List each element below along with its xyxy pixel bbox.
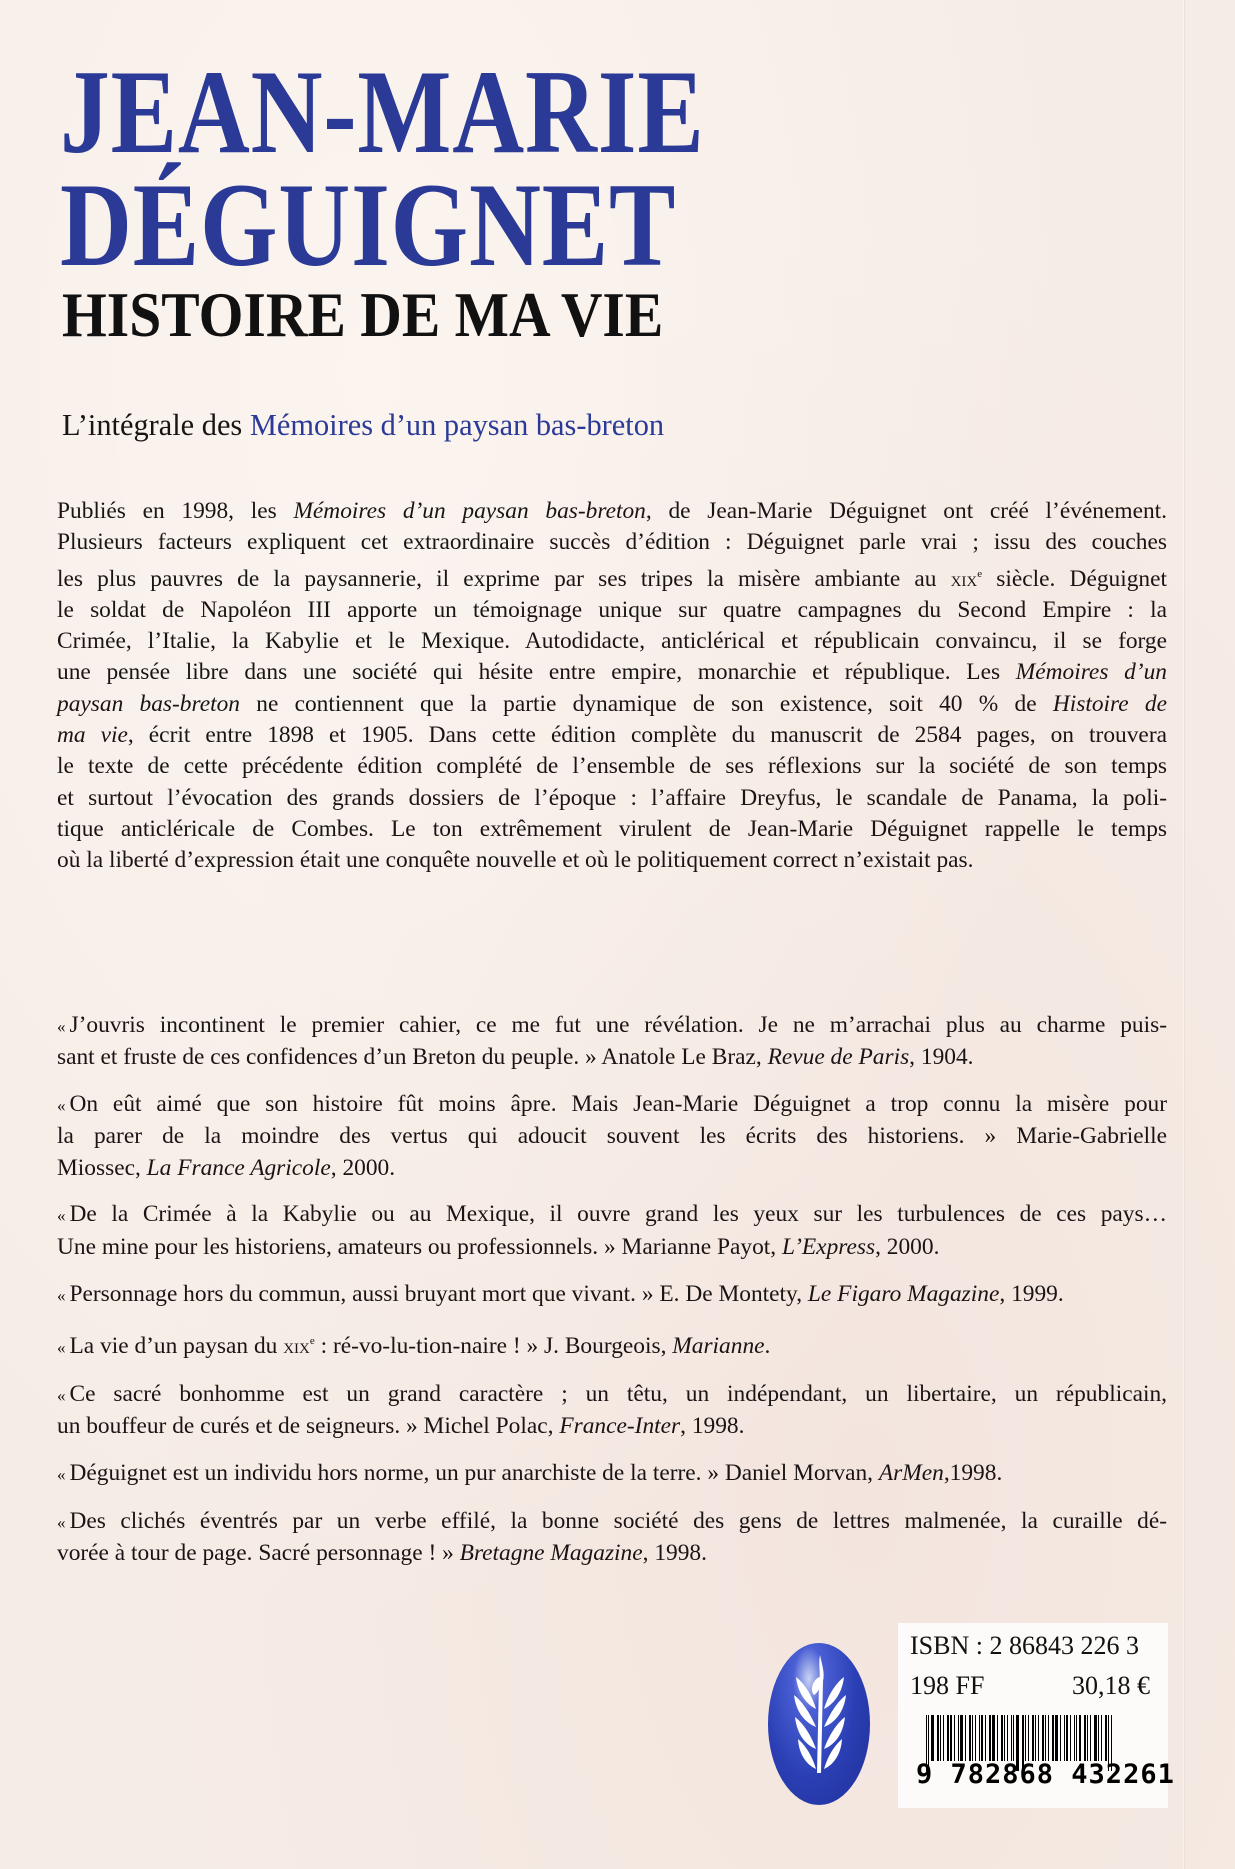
open-quote-mark: « [57,1386,66,1406]
quote-line: sant et fruste de ces confidences d’un Breton du peuple. » Anatole Le Braz, Revue de Paris, 1904. [57,1044,974,1071]
barcode-digits: 9 782868 432261 [916,1759,1175,1790]
barcode-bar [1060,1715,1061,1761]
isbn-number: ISBN : 2 86843 226 3 [910,1631,1139,1660]
blurb-line: les plus pauvres de la paysannerie, il exprime par ses tripes la misère ambiante au xix$^e$ siècle. Déguignet [57,565,1167,592]
barcode-bar [1101,1715,1102,1761]
barcode-bar [947,1715,949,1761]
barcode-bar [1084,1715,1086,1761]
subtitle-highlight: Mémoires d’un paysan bas-breton [249,407,665,442]
barcode-bar [943,1715,944,1761]
quote-line: la parer de la moindre des vertus qui adoucit souvent les écrits des historiens. » Marie-Gabrielle [57,1123,1167,1150]
italic-title: Mémoires d’un paysan bas-breton [293,498,646,524]
barcode-bar [1011,1715,1012,1761]
subtitle-prefix: L’intégrale des [62,407,250,442]
italic-title: ArMen [878,1460,944,1487]
quote-line: vorée à tour de page. Sacré personnage ! » Bretagne Magazine, 1998. [57,1540,707,1567]
publisher-logo [768,1643,870,1805]
barcode-bar [950,1715,952,1761]
blurb-line: ma vie, écrit entre 1898 et 1905. Dans cette édition complète du manuscrit de 2584 pages, on trouvera [57,722,1167,749]
small-caps-text: xix [283,1333,310,1359]
wheat-ear-icon [768,1643,870,1805]
barcode-bar [1074,1715,1075,1761]
press-quote [57,1279,1167,1311]
barcode-bar [937,1715,939,1761]
barcode-bar [969,1715,971,1761]
open-quote-mark: « [57,1017,66,1036]
quote-line: un bouffeur de curés et de seigneurs. » Michel Polac, France-Inter, 1998. [57,1413,745,1440]
book-title: HISTOIRE DE MA VIE [62,279,664,350]
price-euros: 30,18 € [1072,1671,1150,1700]
barcode-bar [1076,1715,1077,1761]
barcode-bar [1001,1715,1003,1761]
barcode-bar [1055,1715,1058,1761]
italic-title: Bretagne Magazine [459,1540,643,1567]
barcode-bar [958,1715,959,1761]
italic-title: Revue de Paris [767,1044,910,1071]
blurb-line: paysan bas-breton ne contiennent que la partie dynamique de son existence, soit 40 % de Histoire de [57,690,1167,717]
barcode-bar [979,1715,980,1761]
barcode-bar [992,1715,995,1761]
barcode-bar [1094,1715,1097,1761]
italic-title: Histoire de [1052,690,1167,717]
italic-title: paysan bas-breton [57,690,241,717]
open-quote-mark: « [57,1338,66,1358]
blurb-line: et surtout l’évocation des grands dossiers de l’époque : l’affaire Dreyfus, le scandale de Panama, la poli- [57,784,1167,811]
blurb-line: Crimée, l’Italie, la Kabylie et le Mexique. Autodidacte, anticlérical et républicain convaincu, il se forge [57,628,1167,655]
open-quote-mark: « [57,1285,66,1305]
italic-title: Mémoires d’un [1015,659,1167,686]
quote-line: « Personnage hors du commun, aussi bruyant mort que vivant. » E. De Montety, Le Figaro Magazine, 1999. [57,1280,1064,1307]
barcode-bar [1105,1715,1107,1761]
press-quote [57,1379,1167,1443]
barcode-bar [940,1715,941,1761]
barcode-bar [975,1715,976,1761]
superscript: e [309,1335,315,1348]
barcode-bar [965,1715,966,1761]
barcode-bar [1028,1715,1029,1761]
barcode-bar [1007,1715,1008,1761]
barcode-bar [1004,1715,1005,1761]
quote-line: « De la Crimée à la Kabylie ou au Mexique, il ouvre grand les yeux sur les turbulences de ces pays… [57,1201,1167,1228]
blurb-line: Publiés en 1998, les Mémoires d’un paysan bas-breton, de Jean-Marie Déguignet ont créé l’événement. [57,498,1168,524]
barcode-bar [972,1715,973,1761]
italic-title: Le Figaro Magazine [807,1280,1000,1307]
small-caps-text: xix [950,565,978,591]
blurb-line: où la liberté d’expression était une conquête nouvelle et où le politiquement correct n’existait pas. [57,847,974,874]
blurb-line: tique anticléricale de Combes. Le ton extrêmement virulent de Jean-Marie Déguignet rappelle le temps [57,815,1167,842]
quote-line: « Des clichés éventrés par un verbe effilé, la bonne société des gens de lettres malmenée, la curaille dé- [57,1508,1167,1535]
barcode-bar [1025,1715,1026,1761]
quote-line: « Déguignet est un individu hors norme, un pur anarchiste de la terre. » Daniel Morvan, ArMen,1998. [57,1460,1003,1487]
price-francs: 198 FF [910,1671,985,1700]
quote-line: « On eût aimé que son histoire fût moins âpre. Mais Jean-Marie Déguignet a trop connu la misère pour [57,1091,1167,1118]
italic-title: Marianne [672,1333,765,1360]
open-quote-mark: « [57,1096,66,1116]
quote-line: Miossec, La France Agricole, 2000. [57,1154,396,1181]
quote-line: Une mine pour les historiens, amateurs ou professionnels. » Marianne Payot, L’Express, 2000. [57,1233,940,1260]
barcode-bar [985,1715,986,1761]
barcode-bar [1098,1715,1099,1761]
author-name-line2: DÉGUIGNET [60,158,677,291]
open-quote-mark: « [57,1206,66,1226]
barcode-bar [1070,1715,1071,1761]
barcode-bar [1032,1715,1034,1761]
blurb-line: une pensée libre dans une société qui hésite entre empire, monarchie et république. Les Mémoires d’un [57,659,1167,686]
isbn-price-label [898,1623,1175,1808]
blurb-paragraph [57,496,1167,877]
barcode-bar [989,1715,991,1761]
quote-line: « J’ouvris incontinent le premier cahier, ce me fut une révélation. Je ne m’arrachai plus au charme puis- [57,1012,1167,1038]
press-quote [57,1458,1167,1490]
blurb-line: le texte de cette précédente édition complété de l’ensemble de ses réflexions sur la société de son temps [57,753,1167,780]
barcode-bar [1035,1715,1036,1761]
italic-title: ma vie [57,722,128,749]
blurb-line: le soldat de Napoléon III apporte un témoignage unique sur quatre campagnes du Second Empire : la [57,596,1167,623]
press-quotes [57,1010,1167,1585]
barcode-bar [997,1715,998,1761]
italic-title: L’Express [781,1233,876,1260]
press-quote [57,1326,1167,1363]
italic-title: La France Agricole [146,1154,331,1181]
open-quote-mark: « [57,1465,66,1485]
press-quote [57,1199,1167,1263]
barcode-icon [926,1715,1136,1765]
barcode-bar [954,1715,955,1761]
barcode-bar [1064,1715,1065,1761]
barcode-bar [1042,1715,1044,1761]
author-name-line1: JEAN-MARIE [60,45,705,178]
barcode-bar [1038,1715,1039,1761]
press-quote [57,1506,1167,1570]
barcode-bar [931,1715,934,1761]
press-quote [57,1089,1167,1184]
open-quote-mark: « [57,1513,66,1533]
superscript: e [977,567,983,580]
blurb-line: Plusieurs facteurs expliquent cet extraordinaire succès d’édition : Déguignet parle vrai ; issu des couches [57,529,1167,556]
quote-line: « Ce sacré bonhomme est un grand caractère ; un têtu, un indépendant, un libertaire, un républicain, [57,1381,1167,1408]
italic-title: France-Inter [559,1413,681,1440]
quote-line: « La vie d’un paysan du xix$^e$ : ré-vo-lu-tion-naire ! » J. Bourgeois, Marianne. [57,1333,771,1360]
barcode-bar [1045,1715,1046,1761]
barcode-bar [960,1715,963,1761]
barcode-bar [981,1715,983,1761]
barcode-bar [1066,1715,1068,1761]
barcode-bar [1079,1715,1081,1761]
barcode-bar [1090,1715,1091,1761]
press-quote [57,1010,1167,1074]
cover-hinge-crease [1183,0,1185,1869]
barcode-bar [1087,1715,1088,1761]
barcode-bar [1013,1715,1014,1761]
book-subtitle [62,407,664,443]
barcode-bar [1052,1715,1054,1761]
barcode-bar [1048,1715,1049,1761]
